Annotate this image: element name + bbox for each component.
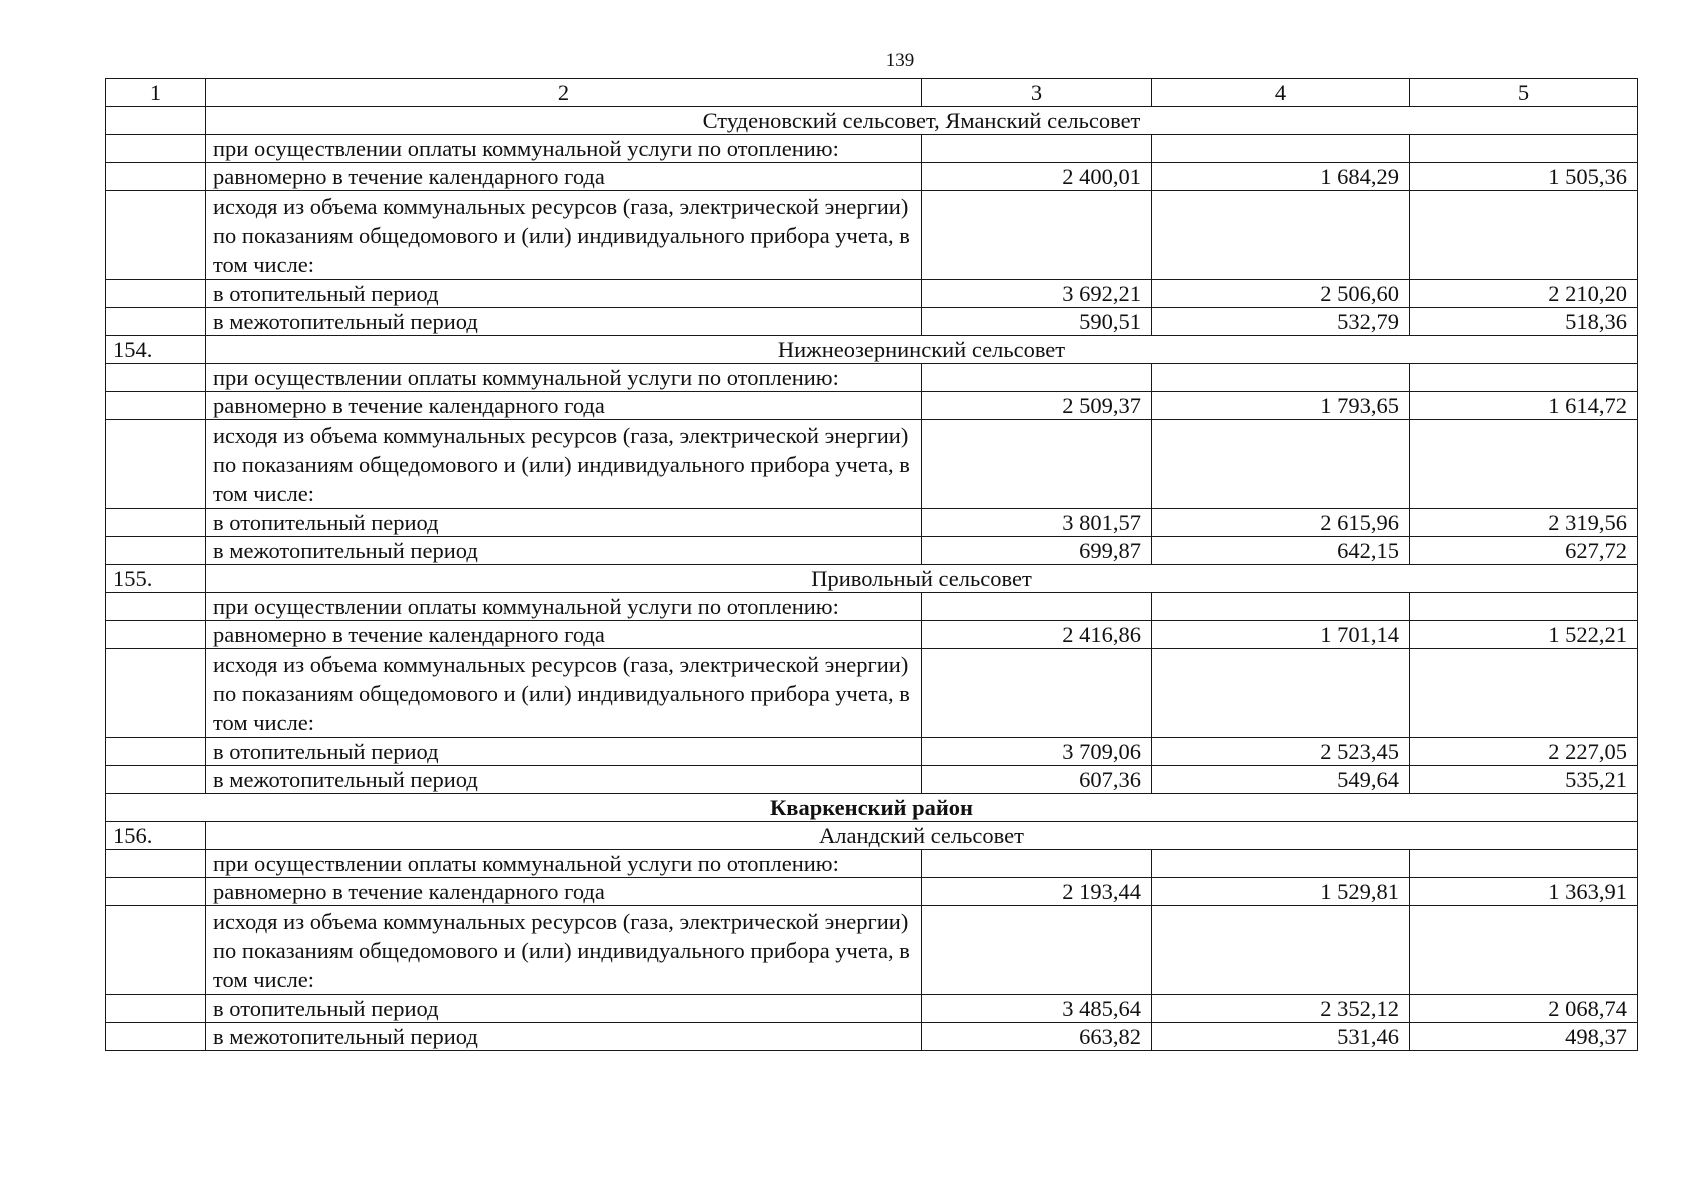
- row-number-cell: [106, 420, 206, 509]
- settlement-title: Аландский сельсовет: [206, 822, 1638, 850]
- value-col-3: [922, 364, 1152, 392]
- value-col-4: 642,15: [1152, 537, 1410, 565]
- row-description: равномерно в течение календарного года: [206, 878, 922, 906]
- table-row: [106, 509, 1638, 537]
- table-row: [106, 766, 1638, 794]
- value-col-3: 699,87: [922, 537, 1152, 565]
- value-col-3: 2 400,01: [922, 163, 1152, 191]
- row-description: в межотопительный период: [206, 308, 922, 336]
- value-col-3: 2 193,44: [922, 878, 1152, 906]
- table-row: [106, 392, 1638, 420]
- row-number-cell: [106, 878, 206, 906]
- table-row: [106, 593, 1638, 621]
- table-row: [106, 995, 1638, 1023]
- value-col-5: 627,72: [1410, 537, 1638, 565]
- value-col-5: 1 522,21: [1410, 621, 1638, 649]
- table-row: [106, 280, 1638, 308]
- row-number-cell: [106, 649, 206, 738]
- table-row: [106, 191, 1638, 280]
- value-col-3: [922, 191, 1152, 280]
- table-row: [106, 420, 1638, 509]
- district-row: [106, 794, 1638, 822]
- value-col-3: 3 709,06: [922, 738, 1152, 766]
- value-col-3: [922, 649, 1152, 738]
- table-row: [106, 135, 1638, 163]
- value-col-5: [1410, 420, 1638, 509]
- row-description: исходя из объема коммунальных ресурсов (газа, электрической энергии) по показаниям общедомового и (или) индивидуального прибора учета, в том числе:: [206, 649, 922, 738]
- row-number-cell: [106, 392, 206, 420]
- table-row: [106, 537, 1638, 565]
- value-col-5: 1 505,36: [1410, 163, 1638, 191]
- table-row: [106, 1023, 1638, 1051]
- value-col-4: 2 615,96: [1152, 509, 1410, 537]
- value-col-5: 2 068,74: [1410, 995, 1638, 1023]
- value-col-3: [922, 906, 1152, 995]
- row-number-cell: [106, 509, 206, 537]
- value-col-3: 607,36: [922, 766, 1152, 794]
- value-col-3: [922, 420, 1152, 509]
- value-col-5: 1 363,91: [1410, 878, 1638, 906]
- settlement-title-row: [106, 565, 1638, 593]
- district-title: Кваркенский район: [106, 794, 1638, 822]
- settlement-title: Студеновский сельсовет, Яманский сельсовет: [206, 107, 1638, 135]
- value-col-4: 549,64: [1152, 766, 1410, 794]
- value-col-5: [1410, 364, 1638, 392]
- table-row: [106, 649, 1638, 738]
- page-number: 139: [885, 50, 915, 71]
- value-col-5: [1410, 649, 1638, 738]
- row-description: равномерно в течение календарного года: [206, 163, 922, 191]
- value-col-5: 2 210,20: [1410, 280, 1638, 308]
- column-number-header-row: [106, 79, 1638, 107]
- table-row: [106, 621, 1638, 649]
- table-row: [106, 308, 1638, 336]
- row-description: в отопительный период: [206, 995, 922, 1023]
- row-number-cell: [106, 308, 206, 336]
- settlement-title: Нижнеозернинский сельсовет: [206, 336, 1638, 364]
- value-col-5: [1410, 850, 1638, 878]
- settlement-title-row: [106, 822, 1638, 850]
- row-number-cell: [106, 135, 206, 163]
- row-description: при осуществлении оплаты коммунальной услуги по отоплению:: [206, 850, 922, 878]
- value-col-3: [922, 135, 1152, 163]
- row-number-cell: 154.: [106, 336, 206, 364]
- value-col-4: [1152, 850, 1410, 878]
- row-number-cell: [106, 191, 206, 280]
- value-col-3: 663,82: [922, 1023, 1152, 1051]
- settlement-title: Привольный сельсовет: [206, 565, 1638, 593]
- row-number-cell: [106, 593, 206, 621]
- row-description: в отопительный период: [206, 280, 922, 308]
- row-number-cell: 156.: [106, 822, 206, 850]
- value-col-4: [1152, 191, 1410, 280]
- tariff-table: [105, 78, 1638, 1051]
- row-description: исходя из объема коммунальных ресурсов (газа, электрической энергии) по показаниям общедомового и (или) индивидуального прибора учета, в том числе:: [206, 420, 922, 509]
- value-col-4: 532,79: [1152, 308, 1410, 336]
- value-col-4: 1 701,14: [1152, 621, 1410, 649]
- value-col-3: 590,51: [922, 308, 1152, 336]
- value-col-3: 3 692,21: [922, 280, 1152, 308]
- row-number-cell: [106, 766, 206, 794]
- settlement-title-row: [106, 336, 1638, 364]
- value-col-5: [1410, 906, 1638, 995]
- column-number-header: 4: [1152, 79, 1410, 107]
- value-col-4: [1152, 593, 1410, 621]
- value-col-4: 2 523,45: [1152, 738, 1410, 766]
- value-col-5: 498,37: [1410, 1023, 1638, 1051]
- value-col-3: [922, 593, 1152, 621]
- value-col-5: 2 319,56: [1410, 509, 1638, 537]
- table-row: [106, 163, 1638, 191]
- value-col-4: [1152, 364, 1410, 392]
- table-body: [106, 79, 1638, 1051]
- value-col-3: 3 801,57: [922, 509, 1152, 537]
- row-number-cell: [106, 738, 206, 766]
- row-description: при осуществлении оплаты коммунальной услуги по отоплению:: [206, 593, 922, 621]
- value-col-4: 1 529,81: [1152, 878, 1410, 906]
- row-description: в отопительный период: [206, 509, 922, 537]
- row-number-cell: [106, 995, 206, 1023]
- column-number-header: 5: [1410, 79, 1638, 107]
- value-col-4: 1 684,29: [1152, 163, 1410, 191]
- row-number-cell: [106, 1023, 206, 1051]
- row-number-cell: [106, 537, 206, 565]
- value-col-4: [1152, 649, 1410, 738]
- value-col-4: 1 793,65: [1152, 392, 1410, 420]
- value-col-4: 531,46: [1152, 1023, 1410, 1051]
- column-number-header: 2: [206, 79, 922, 107]
- row-number-cell: [106, 906, 206, 995]
- value-col-5: 2 227,05: [1410, 738, 1638, 766]
- row-description: в межотопительный период: [206, 1023, 922, 1051]
- table-row: [106, 878, 1638, 906]
- value-col-5: 1 614,72: [1410, 392, 1638, 420]
- row-description: в отопительный период: [206, 738, 922, 766]
- row-number-cell: 155.: [106, 565, 206, 593]
- row-description: в межотопительный период: [206, 537, 922, 565]
- value-col-5: [1410, 593, 1638, 621]
- row-description: в межотопительный период: [206, 766, 922, 794]
- column-number-header: 1: [106, 79, 206, 107]
- row-description: при осуществлении оплаты коммунальной услуги по отоплению:: [206, 135, 922, 163]
- column-number-header: 3: [922, 79, 1152, 107]
- value-col-4: [1152, 420, 1410, 509]
- table-row: [106, 738, 1638, 766]
- value-col-3: 2 509,37: [922, 392, 1152, 420]
- value-col-3: 2 416,86: [922, 621, 1152, 649]
- value-col-4: [1152, 135, 1410, 163]
- value-col-4: 2 506,60: [1152, 280, 1410, 308]
- value-col-3: 3 485,64: [922, 995, 1152, 1023]
- row-description: при осуществлении оплаты коммунальной услуги по отоплению:: [206, 364, 922, 392]
- row-number-cell: [106, 364, 206, 392]
- value-col-4: [1152, 906, 1410, 995]
- value-col-3: [922, 850, 1152, 878]
- value-col-4: 2 352,12: [1152, 995, 1410, 1023]
- settlement-title-row: [106, 107, 1638, 135]
- row-number-cell: [106, 280, 206, 308]
- value-col-5: [1410, 191, 1638, 280]
- row-description: исходя из объема коммунальных ресурсов (газа, электрической энергии) по показаниям общедомового и (или) индивидуального прибора учета, в том числе:: [206, 191, 922, 280]
- row-description: исходя из объема коммунальных ресурсов (газа, электрической энергии) по показаниям общедомового и (или) индивидуального прибора учета, в том числе:: [206, 906, 922, 995]
- row-number-cell: [106, 163, 206, 191]
- row-description: равномерно в течение календарного года: [206, 392, 922, 420]
- table-row: [106, 850, 1638, 878]
- row-number-cell: [106, 850, 206, 878]
- table-row: [106, 906, 1638, 995]
- value-col-5: 518,36: [1410, 308, 1638, 336]
- row-number-cell: [106, 107, 206, 135]
- table-row: [106, 364, 1638, 392]
- row-number-cell: [106, 621, 206, 649]
- value-col-5: 535,21: [1410, 766, 1638, 794]
- row-description: равномерно в течение календарного года: [206, 621, 922, 649]
- value-col-5: [1410, 135, 1638, 163]
